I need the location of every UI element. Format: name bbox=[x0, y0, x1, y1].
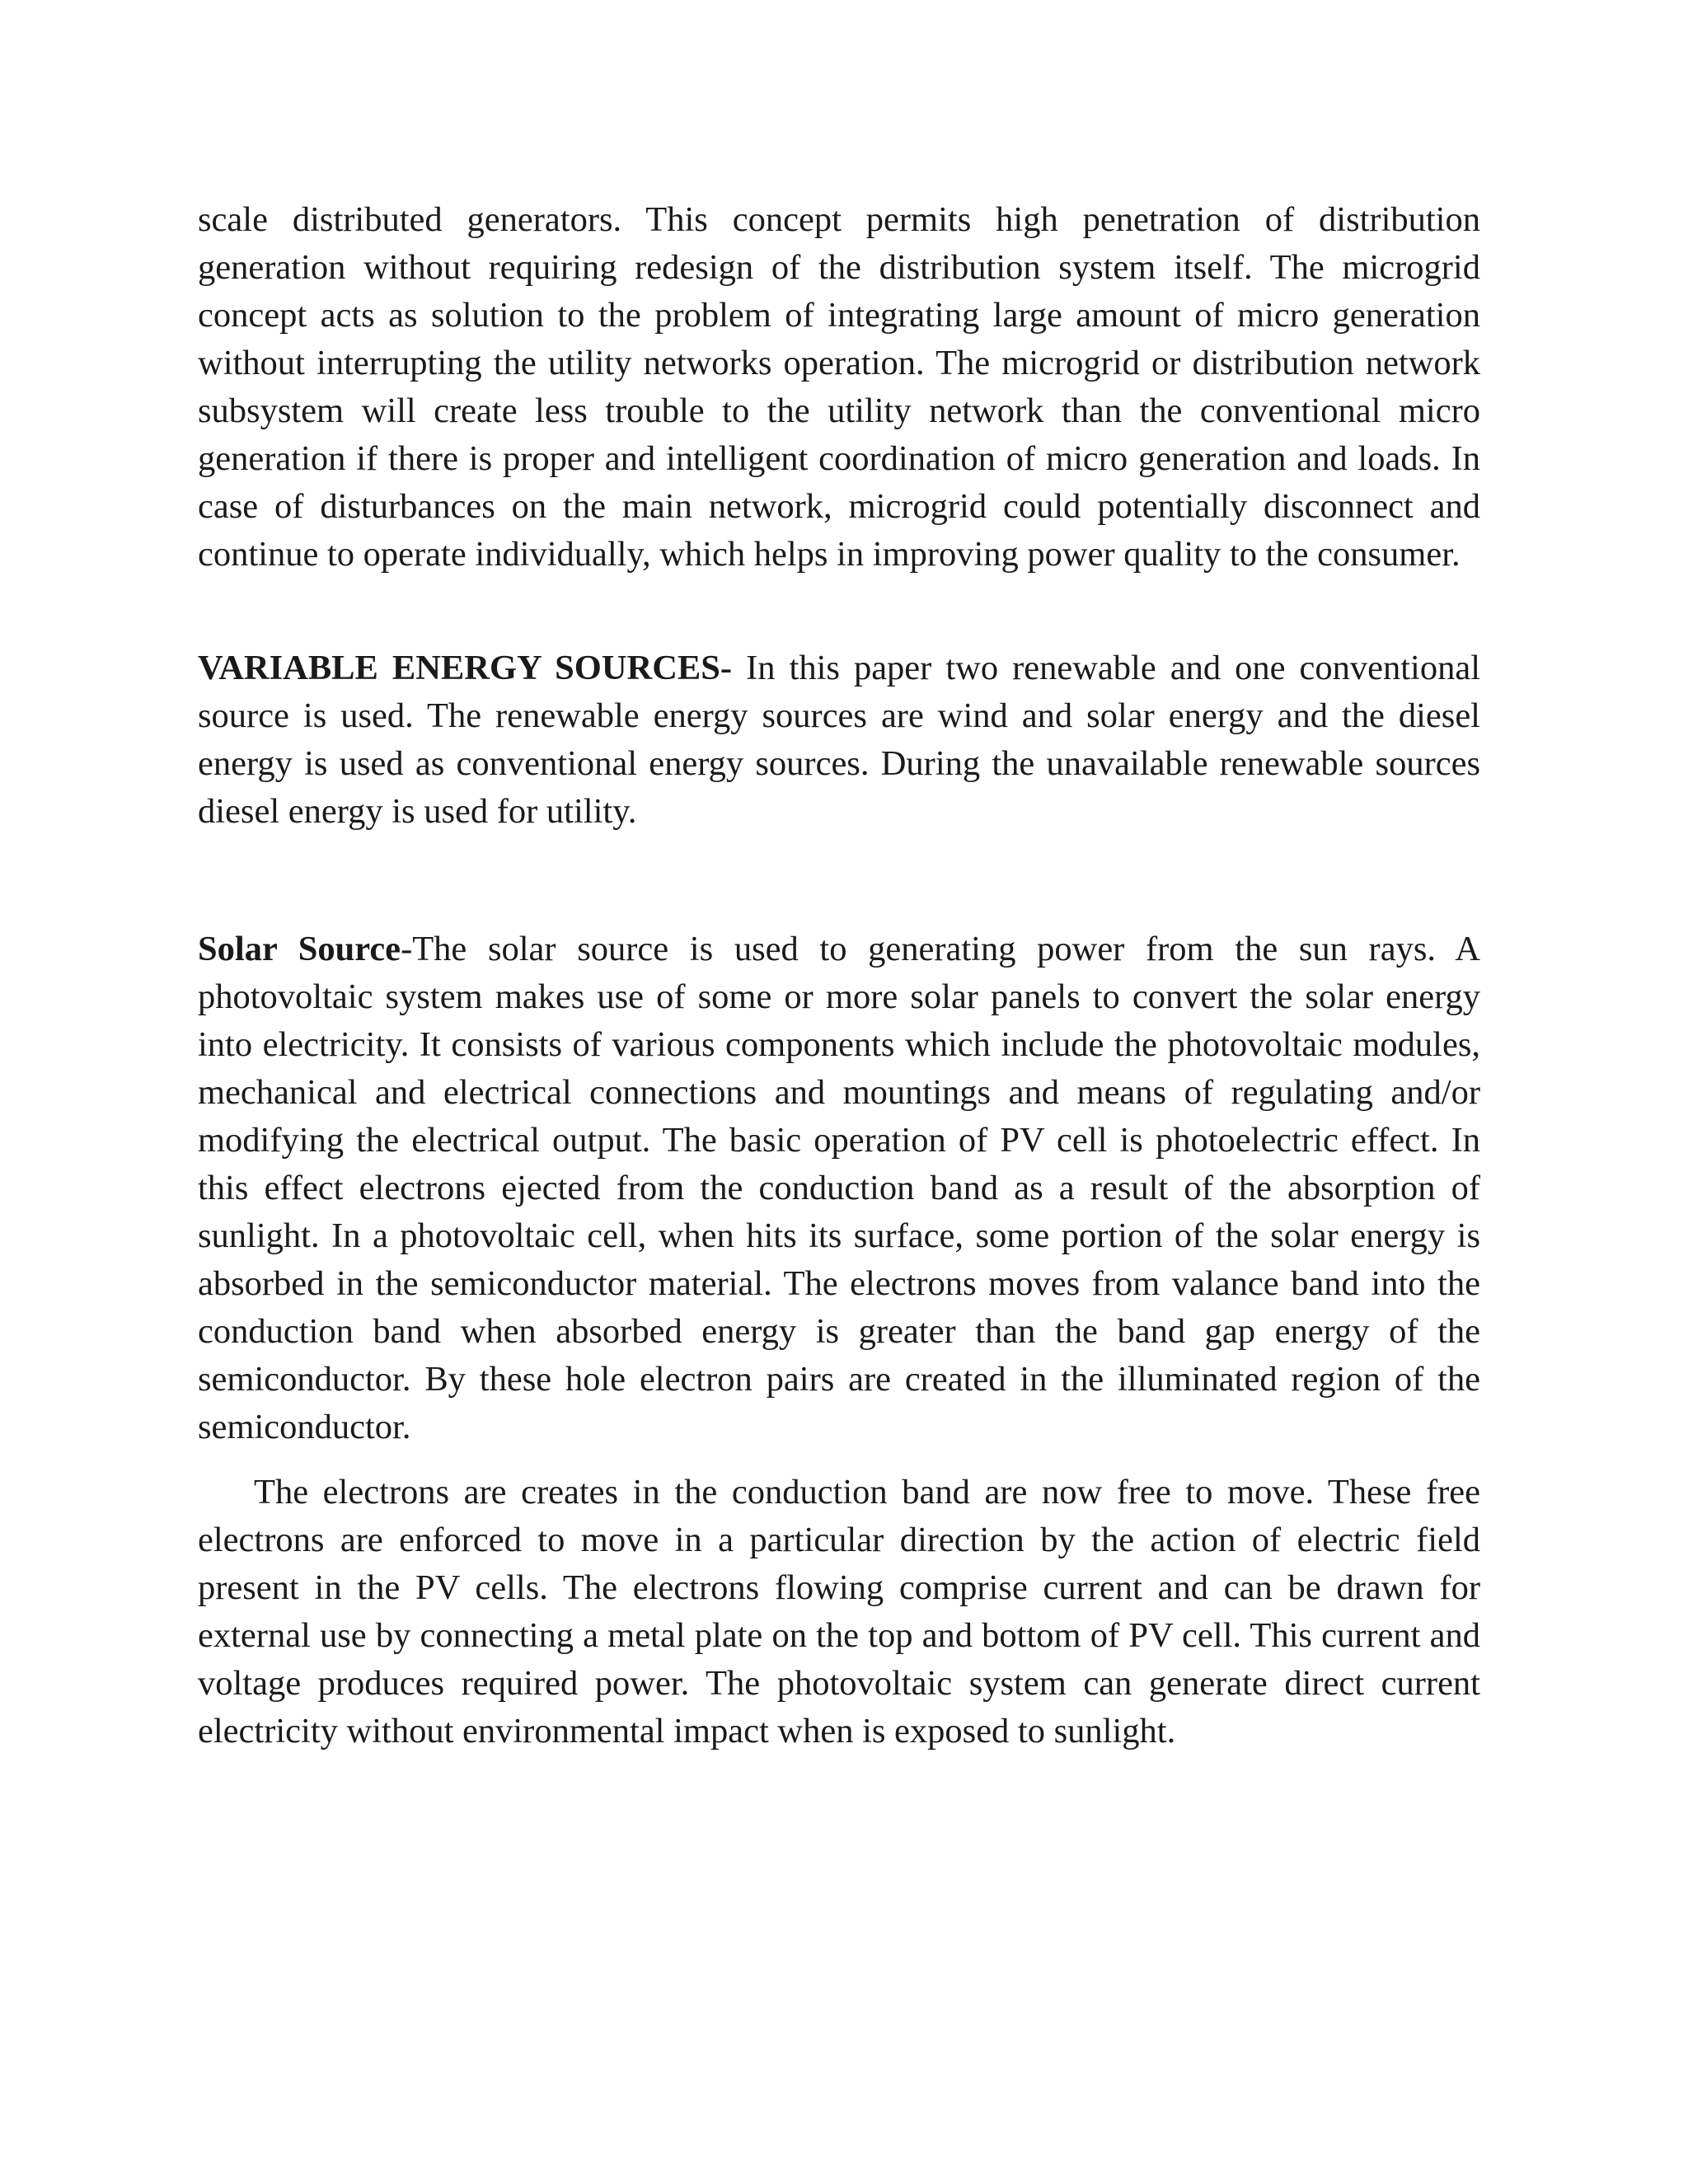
solar-source-heading: Solar Source bbox=[198, 930, 401, 968]
solar-source-body: -The solar source is used to generating power from the sun rays. A photovoltaic system makes use of some or more solar panels to convert the solar energy into electricity. It consists of various components which include the photovoltaic modules, mechanical and electrical connections and mountings and means of regulating and/or modifying the electrical output. The basic operation of PV cell is photoelectric effect. In this effect electrons ejected from the conduction band as a result of the absorption of sunlight. In a photovoltaic cell, when hits its surface, some portion of the solar energy is absorbed in the semiconductor material. The electrons moves from valance band into the conduction band when absorbed energy is greater than the band gap energy of the semiconductor. By these hole electron pairs are created in the illuminated region of the semiconductor. bbox=[198, 930, 1480, 1446]
variable-energy-sources-paragraph bbox=[198, 644, 1480, 836]
solar-source-paragraph bbox=[198, 926, 1480, 1451]
pv-current-paragraph: The electrons are creates in the conduction band are now free to move. These free electrons are enforced to move in a particular direction by the action of electric field present in the PV cells. The electrons flowing comprise current and can be drawn for external use by connecting a metal plate on the top and bottom of PV cell. This current and voltage produces required power. The photovoltaic system can generate direct current electricity without environmental impact when is exposed to sunlight. bbox=[198, 1473, 1480, 1750]
variable-energy-sources-heading: VARIABLE ENERGY SOURCES- bbox=[198, 649, 733, 687]
microgrid-paragraph: scale distributed generators. This concept permits high penetration of distribution generation without requiring redesign of the distribution system itself. The microgrid concept acts as solution to the problem of integrating large amount of micro generation without interrupting the utility networks operation. The microgrid or distribution network subsystem will create less trouble to the utility network than the conventional micro generation if there is proper and intelligent coordination of micro generation and loads. In case of disturbances on the main network, microgrid could potentially disconnect and continue to operate individually, which helps in improving power quality to the consumer. bbox=[198, 200, 1480, 574]
variable-energy-sources-body: In this paper two renewable and one conventional source is used. The renewable energy sources are wind and solar energy and the diesel energy is used as conventional energy sources. During the unavailable renewable sources diesel energy is used for utility. bbox=[198, 649, 1481, 831]
